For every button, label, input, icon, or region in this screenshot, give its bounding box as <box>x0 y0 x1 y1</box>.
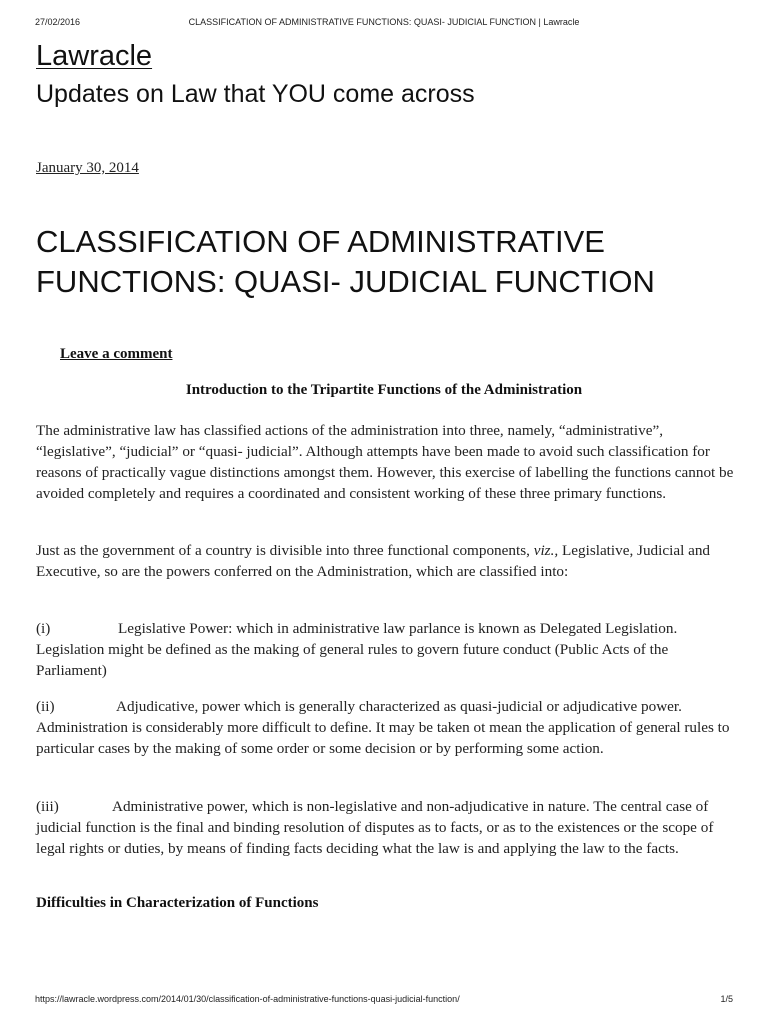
list-item-text: Adjudicative, power which is generally characterized as quasi-judicial or adjudicative power. Administration is considerably more difficult to define. It may be taken ot mean the application of general rules to particular cases by the making of some order or some decision or by performing some action. <box>36 698 730 757</box>
list-number: (i) <box>36 620 51 637</box>
list-item-text: Legislative Power: which in administrative law parlance is known as Delegated Legislation. Legislation might be defined as the making of general rules to govern future conduct (Public Acts of the Parliament) <box>36 620 678 679</box>
leave-comment-link[interactable]: Leave a comment <box>60 346 173 362</box>
print-url: https://lawracle.wordpress.com/2014/01/30/classification-of-administrative-functions-quasi-judicial-function/ <box>35 994 460 1004</box>
paragraph-intro: The administrative law has classified actions of the administration into three, namely, “administrative”, “legislative”, “judicial” or “quasi- judicial”. Although attempts have been made to avoid such classification for reasons of practically vague distinctions amongst them. However, this exercise of labelling the functions cannot be avoided completely and requires a coordinated and consistent working of these three primary functions. <box>36 422 734 502</box>
post-date-link[interactable]: January 30, 2014 <box>36 160 139 176</box>
paragraph-powers <box>36 540 736 582</box>
print-date: 27/02/2016 <box>35 17 81 27</box>
paragraph-powers-end: Legislative, Judicial and Executive, so are the powers conferred on the Administration, which are classified into: <box>36 542 711 580</box>
list-item-legislative <box>36 618 736 681</box>
list-item-adjudicative <box>36 696 736 759</box>
print-page-title: CLASSIFICATION OF ADMINISTRATIVE FUNCTIONS: QUASI- JUDICIAL FUNCTION | Lawracle <box>188 17 580 27</box>
list-item-text: Administrative power, which is non-legislative and non-adjudicative in nature. The central case of judicial function is the final and binding resolution of disputes as to facts, or as to the existences or the scope of legal rights or duties, by means of finding facts deciding what the law is and applying the law to the facts. <box>36 798 714 857</box>
site-title-link[interactable]: Lawracle <box>36 40 153 72</box>
list-number: (ii) <box>36 698 55 715</box>
intro-heading: Introduction to the Tripartite Functions of the Administration <box>185 382 583 398</box>
print-header <box>35 17 733 31</box>
page-counter: 1/5 <box>720 994 733 1004</box>
difficulties-heading: Difficulties in Characterization of Functions <box>36 895 319 911</box>
print-footer <box>35 994 733 1008</box>
list-number: (iii) <box>36 798 59 815</box>
paragraph-powers-start: Just as the government of a country is divisible into three functional components, <box>36 542 534 559</box>
list-item-administrative <box>36 796 736 859</box>
viz-abbreviation: viz., <box>533 542 559 559</box>
post-title: CLASSIFICATION OF ADMINISTRATIVE FUNCTIONS: QUASI- JUDICIAL FUNCTION <box>36 224 655 299</box>
site-tagline: Updates on Law that YOU come across <box>36 80 475 108</box>
